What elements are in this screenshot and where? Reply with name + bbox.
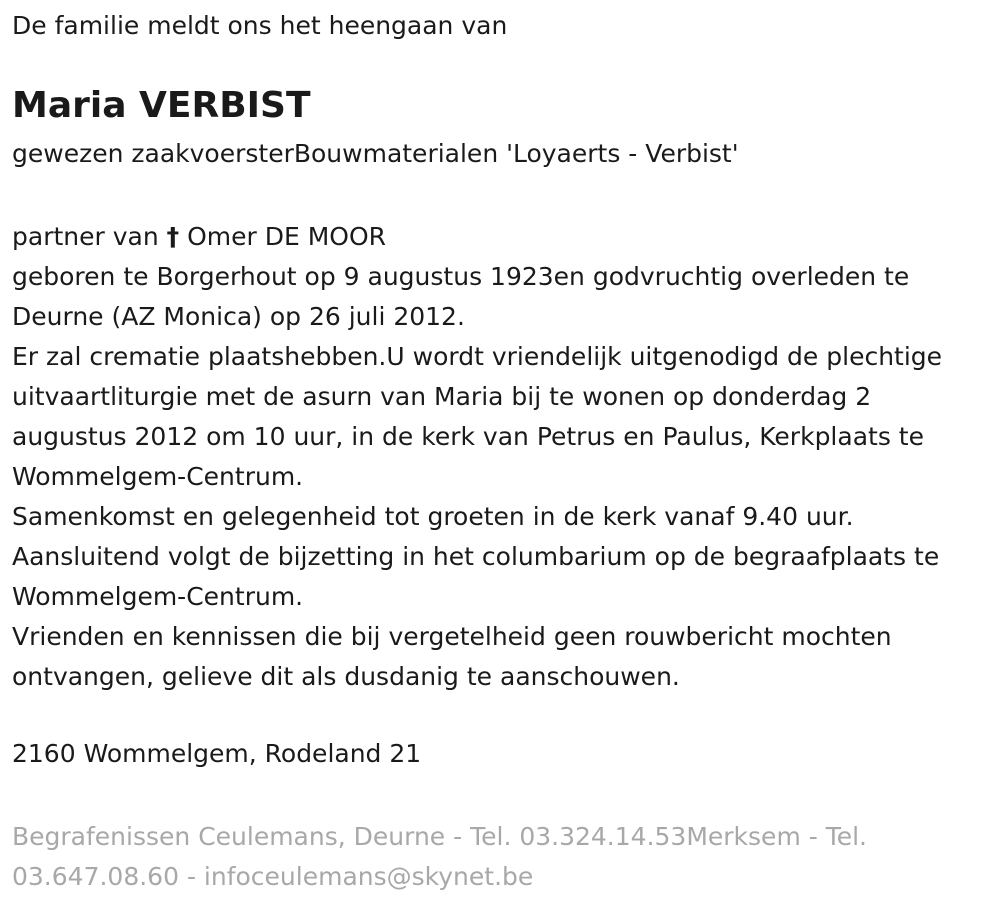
partner-name: Omer DE MOOR xyxy=(187,222,387,251)
partner-prefix: partner van xyxy=(12,222,159,251)
family-address: 2160 Wommelgem, Rodeland 21 xyxy=(12,739,422,768)
notice-paragraph: Vrienden en kennissen die bij vergetelheid geen rouwbericht mochten ontvangen, gelieve dit als dusdanig te aanschouwen. xyxy=(12,622,892,691)
ceremony-paragraph: Er zal crematie plaatshebben.U wordt vriendelijk uitgenodigd de plechtige uitvaartliturgie met de asurn van Maria bij te wonen op donderdag 2 augustus 2012 om 10 uur, in de kerk van Petrus en Paulus, Kerkplaats te Wommelgem-Centrum. xyxy=(12,342,943,491)
gathering-paragraph: Samenkomst en gelegenheid tot groeten in de kerk vanaf 9.40 uur. xyxy=(12,502,854,531)
intro-text: De familie meldt ons het heengaan van xyxy=(12,11,508,40)
deceased-name: Maria VERBIST xyxy=(12,85,311,126)
funeral-home-footer: Begrafenissen Ceulemans, Deurne - Tel. 03.324.14.53Merksem - Tel. 03.647.08.60 - infoceulemans@skynet.be xyxy=(12,822,868,891)
cross-icon: † xyxy=(166,222,180,251)
partner-line xyxy=(12,217,988,257)
interment-paragraph: Aansluitend volgt de bijzetting in het columbarium op de begraafplaats te Wommelgem-Centrum. xyxy=(12,542,940,611)
deceased-occupation: gewezen zaakvoersterBouwmaterialen 'Loyaerts - Verbist' xyxy=(12,139,739,168)
birth-death-paragraph: geboren te Borgerhout op 9 augustus 1923en godvruchtig overleden te Deurne (AZ Monica) op 26 juli 2012. xyxy=(12,262,910,331)
obituary-body xyxy=(12,217,988,697)
